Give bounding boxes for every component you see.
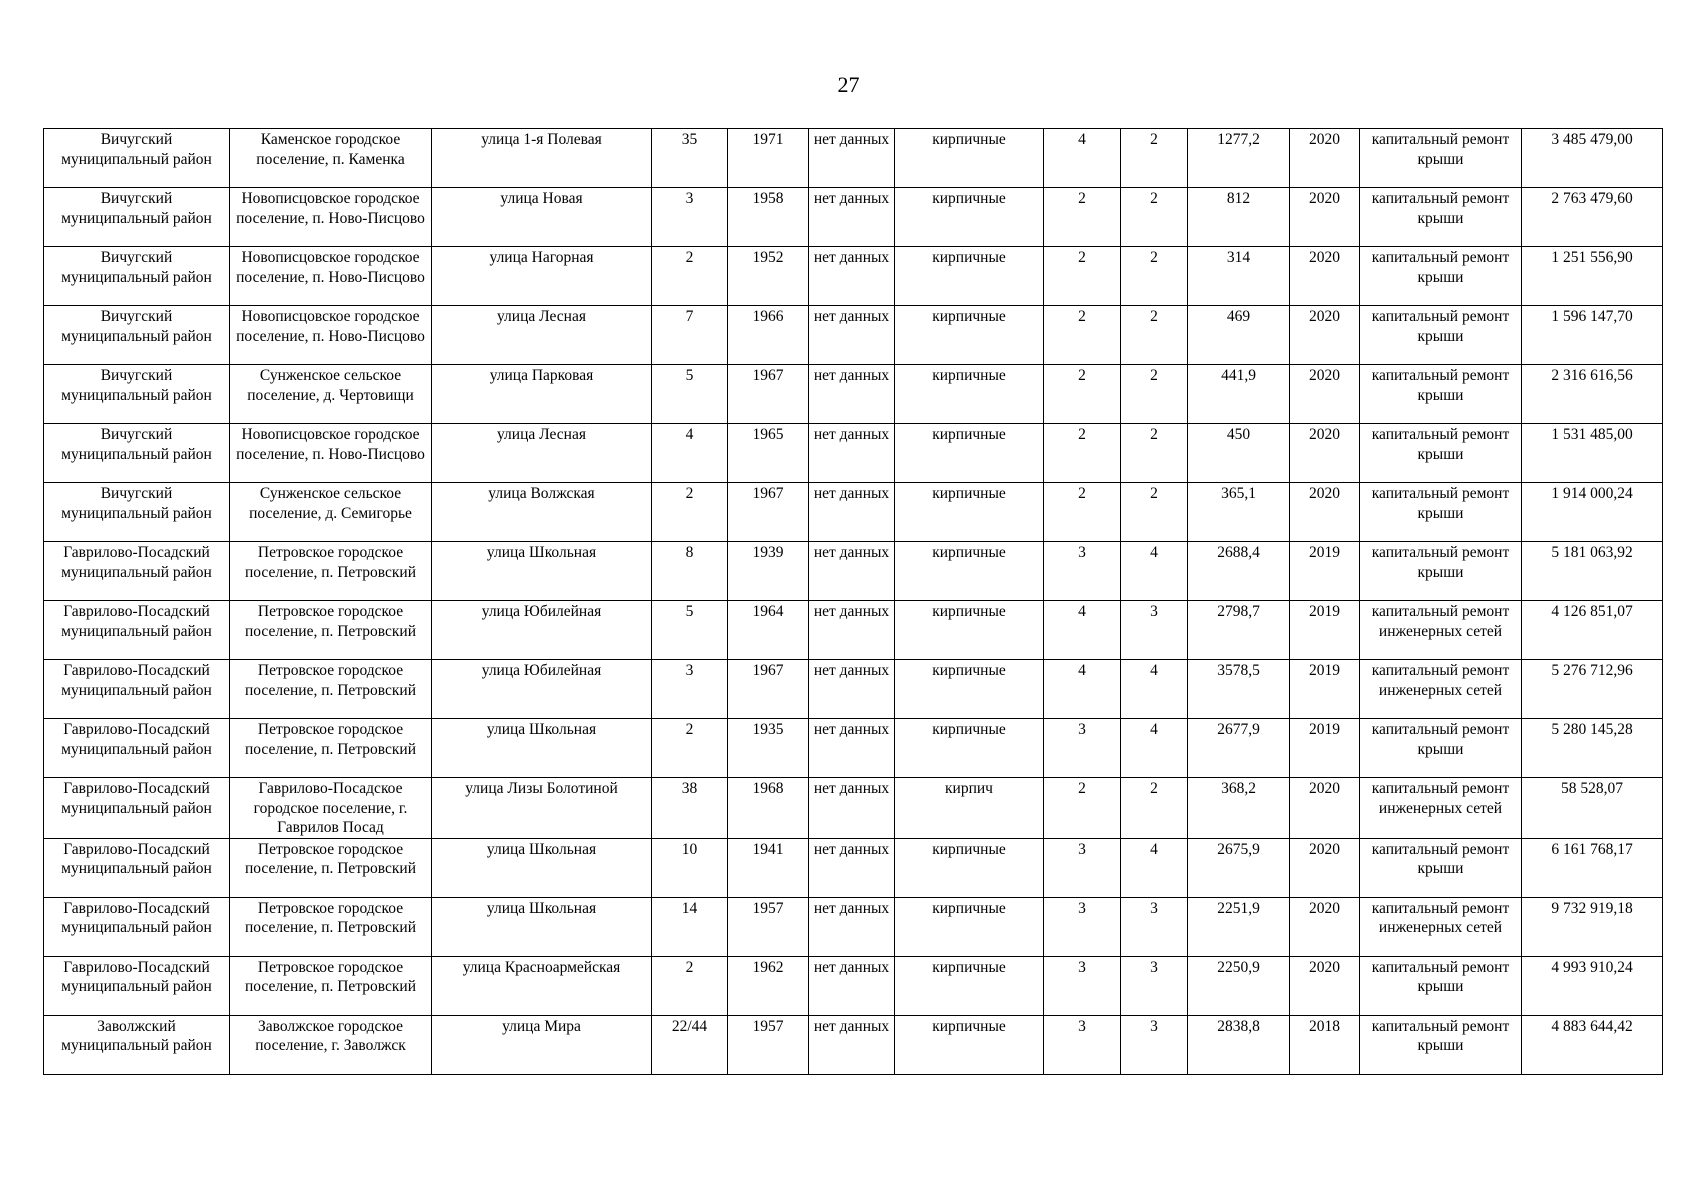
street-cell: улица Школьная [432,838,652,897]
wear-cell: нет данных [809,365,895,424]
year-built-cell: 1957 [728,897,809,956]
floors-cell: 3 [1044,542,1121,601]
work-type-cell: капитальный ремонт крыши [1360,1015,1522,1074]
district-cell: Гаврилово-Посадский муниципальный район [44,660,230,719]
house-number-cell: 5 [652,365,728,424]
settlement-cell: Новописцовское городское поселение, п. Ново-Писцово [230,247,432,306]
district-cell: Вичугский муниципальный район [44,424,230,483]
wall-material-cell: кирпичные [895,542,1044,601]
settlement-cell: Новописцовское городское поселение, п. Ново-Писцово [230,424,432,483]
wear-cell: нет данных [809,601,895,660]
area-cell: 441,9 [1188,365,1290,424]
floors-cell: 4 [1044,660,1121,719]
district-cell: Гаврилово-Посадский муниципальный район [44,838,230,897]
year-built-cell: 1965 [728,424,809,483]
wear-cell: нет данных [809,897,895,956]
wall-material-cell: кирпичные [895,601,1044,660]
entrances-cell: 2 [1121,306,1188,365]
street-cell: улица Волжская [432,483,652,542]
cost-cell: 4 126 851,07 [1522,601,1663,660]
year-built-cell: 1967 [728,365,809,424]
house-number-cell: 3 [652,660,728,719]
house-number-cell: 8 [652,542,728,601]
floors-cell: 2 [1044,424,1121,483]
settlement-cell: Петровское городское поселение, п. Петровский [230,542,432,601]
street-cell: улица 1-я Полевая [432,129,652,188]
wall-material-cell: кирпичные [895,188,1044,247]
table-row [44,542,1663,601]
area-cell: 1277,2 [1188,129,1290,188]
year-planned-cell: 2020 [1290,897,1360,956]
entrances-cell: 2 [1121,483,1188,542]
year-planned-cell: 2020 [1290,129,1360,188]
settlement-cell: Сунженское сельское поселение, д. Семигорье [230,483,432,542]
wall-material-cell: кирпичные [895,719,1044,778]
year-planned-cell: 2020 [1290,956,1360,1015]
table-row [44,1015,1663,1074]
year-planned-cell: 2020 [1290,483,1360,542]
wear-cell: нет данных [809,542,895,601]
street-cell: улица Мира [432,1015,652,1074]
entrances-cell: 3 [1121,897,1188,956]
year-built-cell: 1967 [728,660,809,719]
street-cell: улица Юбилейная [432,601,652,660]
street-cell: улица Юбилейная [432,660,652,719]
work-type-cell: капитальный ремонт крыши [1360,365,1522,424]
year-planned-cell: 2020 [1290,838,1360,897]
settlement-cell: Новописцовское городское поселение, п. Ново-Писцово [230,188,432,247]
year-planned-cell: 2020 [1290,365,1360,424]
year-built-cell: 1939 [728,542,809,601]
floors-cell: 2 [1044,306,1121,365]
street-cell: улица Школьная [432,897,652,956]
floors-cell: 3 [1044,719,1121,778]
year-planned-cell: 2019 [1290,719,1360,778]
area-cell: 812 [1188,188,1290,247]
work-type-cell: капитальный ремонт инженерных сетей [1360,660,1522,719]
street-cell: улица Лесная [432,424,652,483]
wear-cell: нет данных [809,660,895,719]
district-cell: Гаврилово-Посадский муниципальный район [44,897,230,956]
cost-cell: 2 316 616,56 [1522,365,1663,424]
work-type-cell: капитальный ремонт крыши [1360,956,1522,1015]
work-type-cell: капитальный ремонт инженерных сетей [1360,601,1522,660]
wear-cell: нет данных [809,956,895,1015]
table-row [44,719,1663,778]
year-built-cell: 1957 [728,1015,809,1074]
year-planned-cell: 2019 [1290,601,1360,660]
house-number-cell: 4 [652,424,728,483]
wear-cell: нет данных [809,188,895,247]
floors-cell: 4 [1044,129,1121,188]
wear-cell: нет данных [809,483,895,542]
area-cell: 2838,8 [1188,1015,1290,1074]
table-row [44,601,1663,660]
work-type-cell: капитальный ремонт крыши [1360,719,1522,778]
wall-material-cell: кирпичные [895,306,1044,365]
year-planned-cell: 2019 [1290,542,1360,601]
table-row [44,956,1663,1015]
house-number-cell: 5 [652,601,728,660]
area-cell: 2250,9 [1188,956,1290,1015]
settlement-cell: Петровское городское поселение, п. Петровский [230,838,432,897]
floors-cell: 2 [1044,188,1121,247]
cost-cell: 4 883 644,42 [1522,1015,1663,1074]
house-number-cell: 2 [652,719,728,778]
cost-cell: 58 528,07 [1522,778,1663,839]
wear-cell: нет данных [809,424,895,483]
wear-cell: нет данных [809,1015,895,1074]
wall-material-cell: кирпичные [895,247,1044,306]
wear-cell: нет данных [809,719,895,778]
wall-material-cell: кирпичные [895,838,1044,897]
year-planned-cell: 2020 [1290,306,1360,365]
area-cell: 450 [1188,424,1290,483]
year-built-cell: 1968 [728,778,809,839]
cost-cell: 1 914 000,24 [1522,483,1663,542]
wall-material-cell: кирпичные [895,897,1044,956]
entrances-cell: 3 [1121,956,1188,1015]
settlement-cell: Каменское городское поселение, п. Каменка [230,129,432,188]
year-built-cell: 1971 [728,129,809,188]
work-type-cell: капитальный ремонт крыши [1360,542,1522,601]
district-cell: Вичугский муниципальный район [44,247,230,306]
table-row [44,897,1663,956]
wall-material-cell: кирпичные [895,424,1044,483]
wall-material-cell: кирпичные [895,365,1044,424]
district-cell: Вичугский муниципальный район [44,129,230,188]
entrances-cell: 4 [1121,838,1188,897]
entrances-cell: 3 [1121,1015,1188,1074]
floors-cell: 2 [1044,483,1121,542]
housing-repair-table [43,128,1663,1075]
year-planned-cell: 2018 [1290,1015,1360,1074]
wall-material-cell: кирпич [895,778,1044,839]
work-type-cell: капитальный ремонт крыши [1360,483,1522,542]
settlement-cell: Петровское городское поселение, п. Петровский [230,956,432,1015]
work-type-cell: капитальный ремонт инженерных сетей [1360,778,1522,839]
area-cell: 2798,7 [1188,601,1290,660]
street-cell: улица Школьная [432,719,652,778]
floors-cell: 3 [1044,1015,1121,1074]
settlement-cell: Петровское городское поселение, п. Петровский [230,601,432,660]
entrances-cell: 2 [1121,247,1188,306]
district-cell: Гаврилово-Посадский муниципальный район [44,956,230,1015]
wear-cell: нет данных [809,778,895,839]
area-cell: 314 [1188,247,1290,306]
wall-material-cell: кирпичные [895,483,1044,542]
cost-cell: 1 251 556,90 [1522,247,1663,306]
work-type-cell: капитальный ремонт инженерных сетей [1360,897,1522,956]
wear-cell: нет данных [809,129,895,188]
house-number-cell: 14 [652,897,728,956]
house-number-cell: 7 [652,306,728,365]
year-built-cell: 1935 [728,719,809,778]
cost-cell: 1 531 485,00 [1522,424,1663,483]
entrances-cell: 3 [1121,601,1188,660]
work-type-cell: капитальный ремонт крыши [1360,838,1522,897]
floors-cell: 2 [1044,247,1121,306]
street-cell: улица Школьная [432,542,652,601]
district-cell: Вичугский муниципальный район [44,365,230,424]
work-type-cell: капитальный ремонт крыши [1360,247,1522,306]
area-cell: 469 [1188,306,1290,365]
district-cell: Заволжский муниципальный район [44,1015,230,1074]
year-planned-cell: 2019 [1290,660,1360,719]
entrances-cell: 2 [1121,129,1188,188]
cost-cell: 9 732 919,18 [1522,897,1663,956]
table-row [44,188,1663,247]
entrances-cell: 4 [1121,660,1188,719]
year-built-cell: 1958 [728,188,809,247]
area-cell: 2688,4 [1188,542,1290,601]
district-cell: Гаврилово-Посадский муниципальный район [44,778,230,839]
settlement-cell: Заволжское городское поселение, г. Заволжск [230,1015,432,1074]
cost-cell: 4 993 910,24 [1522,956,1663,1015]
table-row [44,778,1663,839]
district-cell: Вичугский муниципальный район [44,188,230,247]
year-built-cell: 1964 [728,601,809,660]
cost-cell: 6 161 768,17 [1522,838,1663,897]
entrances-cell: 4 [1121,719,1188,778]
table-row [44,306,1663,365]
entrances-cell: 2 [1121,365,1188,424]
settlement-cell: Сунженское сельское поселение, д. Чертовищи [230,365,432,424]
table-row [44,247,1663,306]
wear-cell: нет данных [809,838,895,897]
year-built-cell: 1966 [728,306,809,365]
work-type-cell: капитальный ремонт крыши [1360,188,1522,247]
area-cell: 365,1 [1188,483,1290,542]
house-number-cell: 2 [652,247,728,306]
year-built-cell: 1962 [728,956,809,1015]
area-cell: 2677,9 [1188,719,1290,778]
table-row [44,129,1663,188]
floors-cell: 2 [1044,365,1121,424]
cost-cell: 5 280 145,28 [1522,719,1663,778]
wall-material-cell: кирпичные [895,660,1044,719]
work-type-cell: капитальный ремонт крыши [1360,306,1522,365]
house-number-cell: 2 [652,483,728,542]
year-planned-cell: 2020 [1290,424,1360,483]
entrances-cell: 4 [1121,542,1188,601]
wall-material-cell: кирпичные [895,129,1044,188]
cost-cell: 5 276 712,96 [1522,660,1663,719]
street-cell: улица Парковая [432,365,652,424]
floors-cell: 3 [1044,956,1121,1015]
settlement-cell: Новописцовское городское поселение, п. Ново-Писцово [230,306,432,365]
entrances-cell: 2 [1121,424,1188,483]
area-cell: 368,2 [1188,778,1290,839]
floors-cell: 2 [1044,778,1121,839]
table-row [44,660,1663,719]
year-built-cell: 1952 [728,247,809,306]
house-number-cell: 3 [652,188,728,247]
year-planned-cell: 2020 [1290,247,1360,306]
area-cell: 3578,5 [1188,660,1290,719]
district-cell: Гаврилово-Посадский муниципальный район [44,719,230,778]
entrances-cell: 2 [1121,778,1188,839]
settlement-cell: Петровское городское поселение, п. Петровский [230,660,432,719]
area-cell: 2251,9 [1188,897,1290,956]
page-number: 27 [837,72,860,97]
floors-cell: 4 [1044,601,1121,660]
year-planned-cell: 2020 [1290,188,1360,247]
district-cell: Гаврилово-Посадский муниципальный район [44,601,230,660]
table-row [44,365,1663,424]
street-cell: улица Лесная [432,306,652,365]
floors-cell: 3 [1044,838,1121,897]
floors-cell: 3 [1044,897,1121,956]
street-cell: улица Лизы Болотиной [432,778,652,839]
work-type-cell: капитальный ремонт крыши [1360,424,1522,483]
cost-cell: 2 763 479,60 [1522,188,1663,247]
work-type-cell: капитальный ремонт крыши [1360,129,1522,188]
cost-cell: 5 181 063,92 [1522,542,1663,601]
cost-cell: 1 596 147,70 [1522,306,1663,365]
wall-material-cell: кирпичные [895,1015,1044,1074]
street-cell: улица Новая [432,188,652,247]
table-body [44,129,1663,1075]
house-number-cell: 10 [652,838,728,897]
settlement-cell: Гаврилово-Посадское городское поселение, г. Гаврилов Посад [230,778,432,839]
wear-cell: нет данных [809,247,895,306]
cost-cell: 3 485 479,00 [1522,129,1663,188]
house-number-cell: 2 [652,956,728,1015]
table-row [44,424,1663,483]
house-number-cell: 38 [652,778,728,839]
year-built-cell: 1941 [728,838,809,897]
district-cell: Вичугский муниципальный район [44,306,230,365]
house-number-cell: 35 [652,129,728,188]
house-number-cell: 22/44 [652,1015,728,1074]
settlement-cell: Петровское городское поселение, п. Петровский [230,719,432,778]
street-cell: улица Красноармейская [432,956,652,1015]
entrances-cell: 2 [1121,188,1188,247]
year-built-cell: 1967 [728,483,809,542]
wear-cell: нет данных [809,306,895,365]
district-cell: Гаврилово-Посадский муниципальный район [44,542,230,601]
district-cell: Вичугский муниципальный район [44,483,230,542]
table-row [44,838,1663,897]
table-row [44,483,1663,542]
street-cell: улица Нагорная [432,247,652,306]
wall-material-cell: кирпичные [895,956,1044,1015]
settlement-cell: Петровское городское поселение, п. Петровский [230,897,432,956]
year-planned-cell: 2020 [1290,778,1360,839]
area-cell: 2675,9 [1188,838,1290,897]
